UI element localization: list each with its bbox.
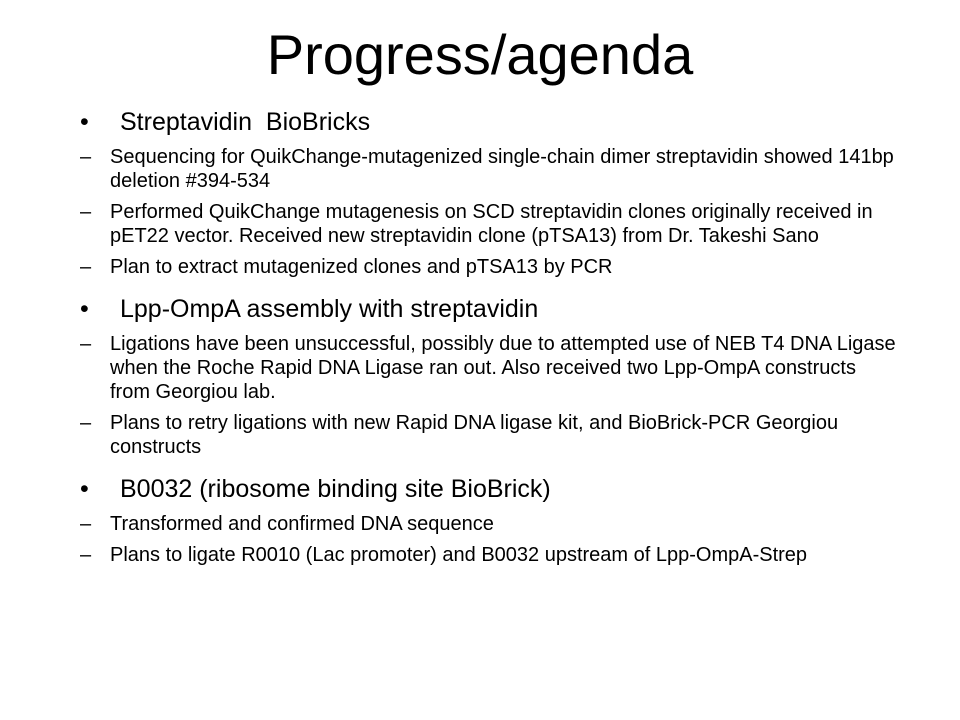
dash-glyph: – <box>80 146 92 168</box>
sub-item <box>80 512 900 536</box>
sub-item <box>80 543 900 567</box>
sub-item-text: Transformed and confirmed DNA sequence <box>110 513 494 535</box>
bullet-item <box>80 106 900 138</box>
bullet-glyph: • <box>80 295 89 323</box>
bullet-item <box>80 293 900 325</box>
sub-item-text: Plan to extract mutagenized clones and pTSA13 by PCR <box>110 256 613 278</box>
sub-list <box>80 332 900 459</box>
sub-item <box>80 411 900 459</box>
sub-list <box>80 512 900 567</box>
sub-item <box>80 255 900 279</box>
dash-glyph: – <box>80 256 92 278</box>
sub-item-text: Plans to ligate R0010 (Lac promoter) and B0032 upstream of Lpp-OmpA-Strep <box>110 544 808 566</box>
sub-item <box>80 145 900 193</box>
sub-item <box>80 200 900 248</box>
section-heading: Streptavidin BioBricks <box>120 108 371 136</box>
sub-item-text: Performed QuikChange mutagenesis on SCD streptavidin clones originally received in pET22 vector. Received new streptavidin clone (pTSA13) from Dr. Takeshi Sano <box>110 201 873 247</box>
bullet-item <box>80 473 900 505</box>
slide-title: Progress/agenda <box>266 23 694 86</box>
bullet-glyph: • <box>80 475 89 503</box>
dash-glyph: – <box>80 412 92 434</box>
sub-item-text: Sequencing for QuikChange-mutagenized single-chain dimer streptavidin showed 141bp deletion #394-534 <box>110 146 894 192</box>
dash-glyph: – <box>80 333 92 355</box>
sub-list <box>80 145 900 279</box>
sub-item-text: Ligations have been unsuccessful, possibly due to attempted use of NEB T4 DNA Ligase when the Roche Rapid DNA Ligase ran out. Also received two Lpp-OmpA constructs from Georgiou lab. <box>110 333 896 403</box>
dash-glyph: – <box>80 544 92 566</box>
slide-body <box>80 98 900 567</box>
dash-glyph: – <box>80 201 92 223</box>
dash-glyph: – <box>80 513 92 535</box>
sub-item-text: Plans to retry ligations with new Rapid DNA ligase kit, and BioBrick-PCR Georgiou constructs <box>110 412 839 458</box>
section-heading: B0032 (ribosome binding site BioBrick) <box>120 475 551 503</box>
section-heading: Lpp-OmpA assembly with streptavidin <box>120 295 539 323</box>
sub-item <box>80 332 900 404</box>
bullet-glyph: • <box>80 108 89 136</box>
